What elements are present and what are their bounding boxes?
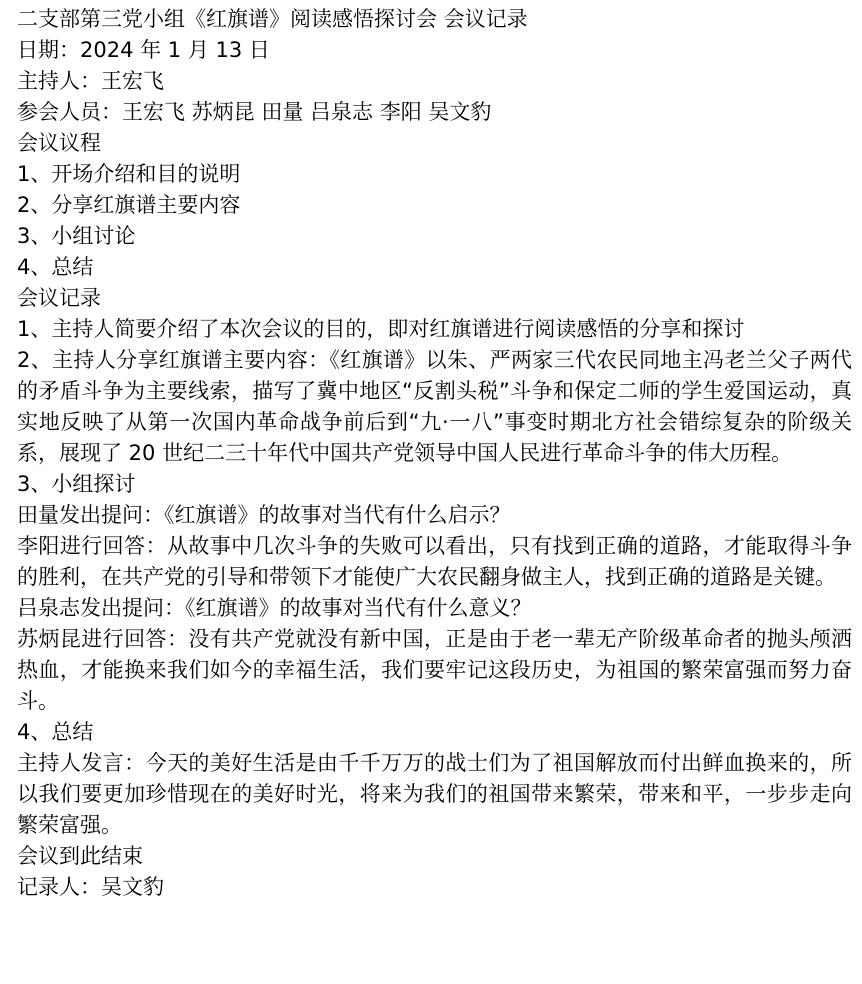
meeting-attendees: 参会人员：王宏飞 苏炳昆 田量 吕泉志 李阳 吴文豹 — [17, 100, 492, 124]
agenda-heading: 会议议程 — [17, 131, 101, 155]
summary-text: 主持人发言：今天的美好生活是由千千万万的战士们为了祖国解放而付出鲜血换来的，所以我们要更加珍惜现在的美好时光，将来为我们的祖国带来繁荣，带来和平，一步步走向繁荣富强。 — [17, 751, 852, 837]
agenda-item: 1、开场介绍和目的说明 — [17, 162, 241, 186]
minutes-item-1: 1、主持人简要介绍了本次会议的目的，即对红旗谱进行阅读感悟的分享和探讨 — [17, 317, 745, 341]
document-title: 二支部第三党小组《红旗谱》阅读感悟探讨会 会议记录 — [17, 7, 528, 31]
recorder: 记录人：吴文豹 — [17, 875, 164, 899]
agenda-item: 2、分享红旗谱主要内容 — [17, 193, 241, 217]
discussion-heading: 3、小组探讨 — [17, 472, 136, 496]
summary-heading: 4、总结 — [17, 720, 94, 744]
discussion-question-2: 吕泉志发出提问：《红旗谱》的故事对当代有什么意义？ — [17, 596, 532, 620]
closing-text: 会议到此结束 — [17, 844, 143, 868]
discussion-question-1: 田量发出提问：《红旗谱》的故事对当代有什么启示？ — [17, 503, 511, 527]
agenda-item: 3、小组讨论 — [17, 224, 136, 248]
meeting-host: 主持人：王宏飞 — [17, 69, 164, 93]
discussion-answer-1: 李阳进行回答：从故事中几次斗争的失败可以看出，只有找到正确的道路，才能取得斗争的胜利，在共产党的引导和带领下才能使广大农民翻身做主人，找到正确的道路是关键。 — [17, 534, 852, 589]
discussion-answer-2: 苏炳昆进行回答：没有共产党就没有新中国，正是由于老一辈无产阶级革命者的抛头颅洒热血，才能换来我们如今的幸福生活，我们要牢记这段历史，为祖国的繁荣富强而努力奋斗。 — [17, 627, 852, 713]
minutes-heading: 会议记录 — [17, 286, 101, 310]
agenda-item: 4、总结 — [17, 255, 94, 279]
minutes-item-2: 2、主持人分享红旗谱主要内容：《红旗谱》以朱、严两家三代农民同地主冯老兰父子两代的矛盾斗争为主要线索，描写了冀中地区“反割头税”斗争和保定二师的学生爱国运动，真实地反映了从第一次国内革命战争前后到“九·一八”事变时期北方社会错综复杂的阶级关系，展现了 20 世纪二三十年代中国共产党领导中国人民进行革命斗争的伟大历程。 — [17, 348, 852, 465]
meeting-date: 日期：2024 年 1 月 13 日 — [17, 38, 270, 62]
